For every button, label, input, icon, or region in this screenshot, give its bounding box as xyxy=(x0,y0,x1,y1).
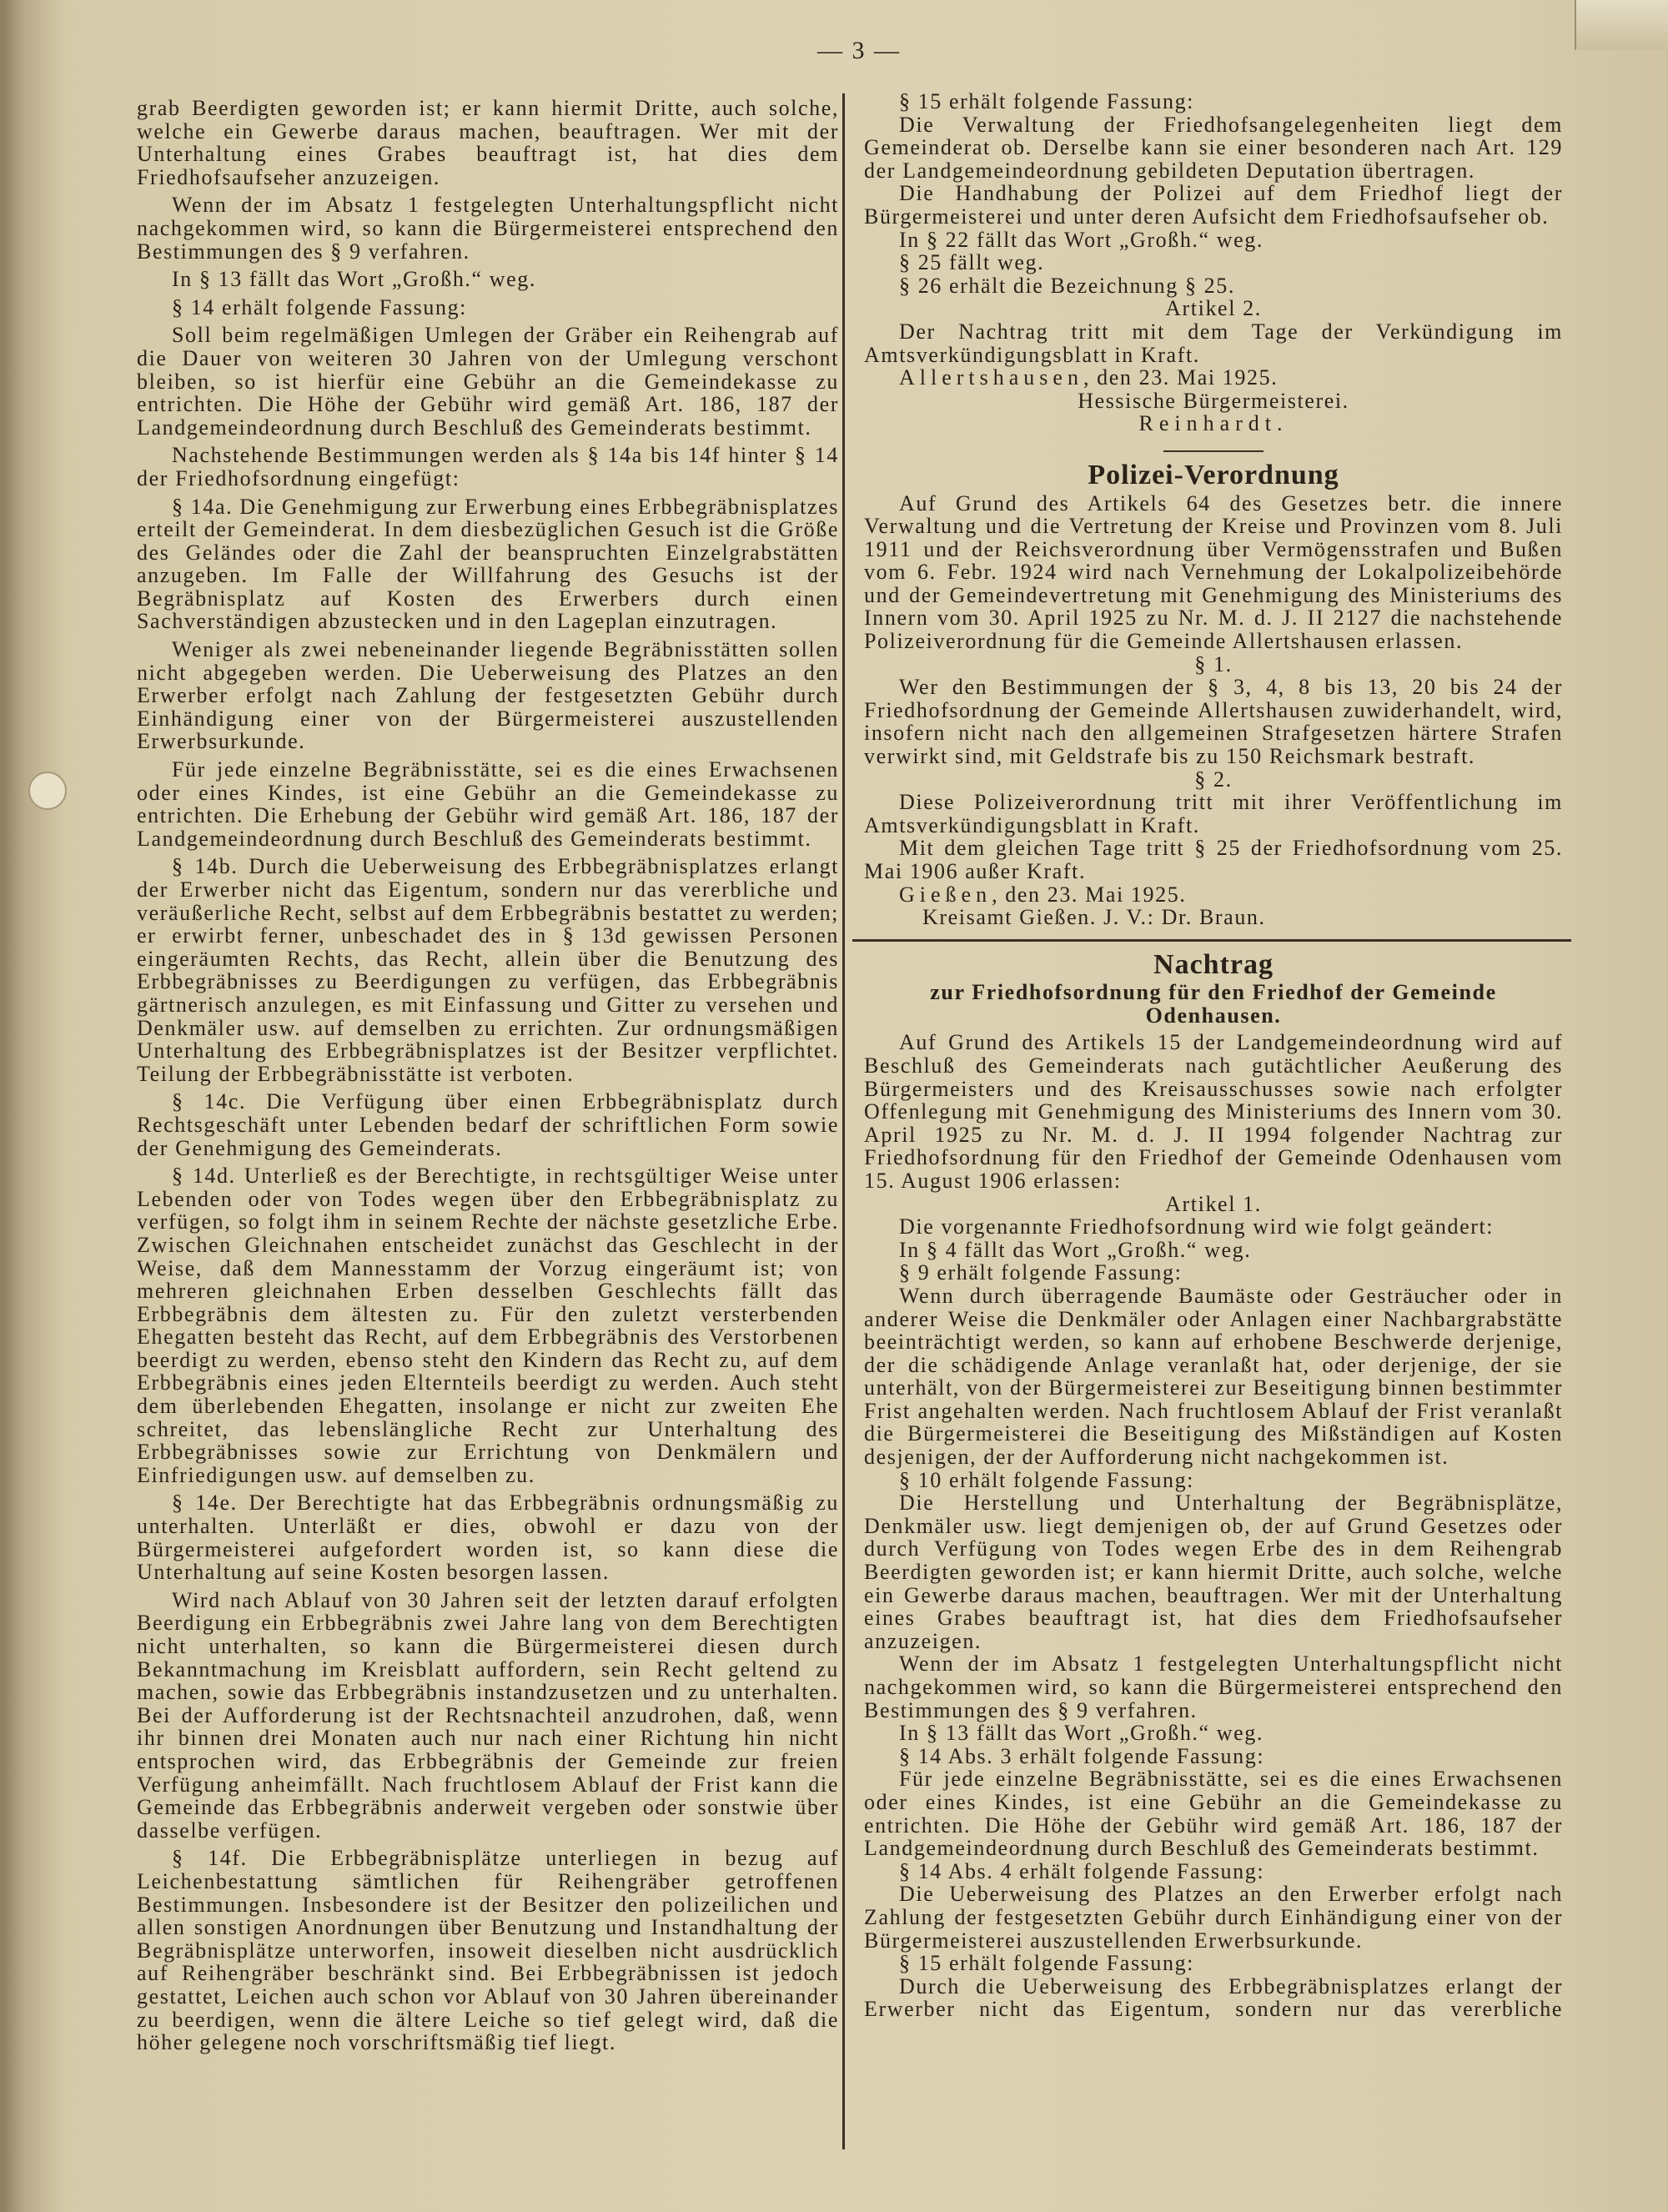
section-divider xyxy=(852,939,1571,942)
paragraph: In § 22 fällt das Wort „Großh.“ weg. xyxy=(899,227,1264,252)
paragraph: grab Beerdigten geworden ist; er kann hiermit Dritte, auch solche, welche ein Gewerbe daraus machen, beauftragen. Wer mit der Unterhaltung eines Grabes beauftragt ist, hat dies dem Friedhofsaufseher anzuzeigen. xyxy=(137,96,839,189)
paragraph: § 14c. Die Verfügung über einen Erbbegräbnisplatz durch Rechtsgeschäft unter Lebenden bedarf der schriftlichen Form sowie der Genehmigung des Gemeinderats. xyxy=(137,1089,839,1160)
paragraph: Die Handhabung der Polizei auf dem Friedhof liegt der Bürgermeisterei und unter deren Aufsicht dem Friedhofsaufseher ob. xyxy=(864,181,1563,229)
section-heading: Polizei-Verordnung xyxy=(1088,459,1339,490)
dateline xyxy=(864,883,1563,907)
paragraph: Wenn der im Absatz 1 festgelegten Unterhaltungspflicht nicht nachgekommen wird, so kann die Bürgermeisterei entsprechend den Bestimmungen des § 9 verfahren. xyxy=(137,193,839,264)
right-column xyxy=(864,90,1563,2021)
paragraph: Wer den Bestimmungen der § 3, 4, 8 bis 13, 20 bis 24 der Friedhofsordnung der Gemeinde Allertshausen zuwiderhandelt, wird, insofern nicht nach den allgemeinen Strafgesetzen härtere Strafen verwirkt sind, mit Geldstrafe bis zu 150 Reichsmark bestraft. xyxy=(864,675,1563,769)
date: , den 23. Mai 1925. xyxy=(1083,365,1279,390)
paragraph: § 14 Abs. 4 erhält folgende Fassung: xyxy=(899,1858,1265,1883)
dateline xyxy=(864,366,1563,390)
paragraph: § 25 fällt weg. xyxy=(899,250,1045,275)
paragraph: Wird nach Ablauf von 30 Jahren seit der letzten darauf erfolgten Beerdigung ein Erbbegräbnis zwei Jahre lang von dem Berechtigten nicht unterhalten, so kann die Bürgermeisterei diesen durch Bekanntmachung im Kreisblatt auffordern, sein Recht geltend zu machen, sowie das Erbbegräbnis instandzusetzen und zu unterhalten. Bei der Aufforderung ist der Rechtsnachteil anzudrohen, daß, wenn ihr binnen drei Monaten auch nur nach einer Richtung hin nicht entsprochen wird, das Erbbegräbnis der Gemeinde zur freien Verfügung anheimfällt. Nach fruchtlosem Ablauf der Frist kann die Gemeinde das Erbbegräbnis anderweit vergeben oder sonstwie über dasselbe verfügen. xyxy=(137,1587,839,1842)
paragraph: Für jede einzelne Begräbnisstätte, sei es die eines Erwachsenen oder eines Kindes, ist eine Gebühr an die Gemeindekasse zu entrichten. Die Erhebung der Gebühr wird gemäß Art. 186, 187 der Landgemeindeordnung durch Beschluß des Gemeinderats bestimmt. xyxy=(137,757,839,851)
centered-line: § 2. xyxy=(1194,767,1233,792)
paragraph: § 14 erhält folgende Fassung: xyxy=(172,294,468,319)
date: , den 23. Mai 1925. xyxy=(992,882,1187,907)
centered-line: § 1. xyxy=(1194,651,1233,676)
centered-line: Hessische Bürgermeisterei. xyxy=(1078,388,1349,413)
place-name: Allertshausen xyxy=(899,365,1083,390)
paragraph: § 14f. Die Erbbegräbnisplätze unterliegen in bezug auf Leichenbestattung sämtlichen für Reihengräber getroffenen Bestimmungen. Insbesondere ist der Besitzer den polizeilichen und allen sonstigen Anordnungen über Benutzung und Instandhaltung der Begräbnisplätze unterworfen, insoweit dieselben nicht ausdrücklich auf Reihengräber beschränkt sind. Bei Erbbegräbnissen ist jedoch gestattet, Leichen auch schon vor Ablauf von 30 Jahren übereinander zu beerdigen, wenn die ältere Leiche so tief gelegt wird, daß die höher gelegene noch vorschriftsmäßig tief liegt. xyxy=(137,1846,839,2055)
paragraph: In § 13 fällt das Wort „Großh.“ weg. xyxy=(899,1721,1264,1746)
paragraph: Nachstehende Bestimmungen werden als § 14a bis 14f hinter § 14 der Friedhofsordnung eingefügt: xyxy=(137,443,839,490)
column-divider xyxy=(842,93,845,2149)
paragraph: Wenn der im Absatz 1 festgelegten Unterhaltungspflicht nicht nachgekommen wird, so kann die Bürgermeisterei entsprechend den Bestimmungen des § 9 verfahren. xyxy=(864,1651,1563,1722)
paragraph: In § 13 fällt das Wort „Großh.“ weg. xyxy=(172,267,536,292)
section-subheading: zur Friedhofsordnung für den Friedhof der Gemeinde Odenhausen. xyxy=(930,980,1497,1028)
paragraph: Mit dem gleichen Tage tritt § 25 der Friedhofsordnung vom 25. Mai 1906 außer Kraft. xyxy=(864,836,1563,883)
paragraph: § 9 erhält folgende Fassung: xyxy=(899,1260,1183,1285)
paragraph: Soll beim regelmäßigen Umlegen der Gräber ein Reihengrab auf die Dauer von weiteren 30 Jahren von der Umlegung verschont bleiben, so ist hierfür eine Gebühr an die Gemeindekasse zu entrichten. Die Höhe der Gebühr wird gemäß Art. 186, 187 der Landgemeindeordnung durch Beschluß des Gemeinderats bestimmt. xyxy=(137,323,839,440)
left-column xyxy=(137,97,839,2054)
paragraph: Weniger als zwei nebeneinander liegende Begräbnisstätten sollen nicht abgegeben werden. Die Ueberweisung des Platzes an den Erwerber erfolgt nach Zahlung der festgesetzten Gebühr durch Einhändigung einer von der Bürgermeisterei auszustellenden Erwerbsurkunde. xyxy=(137,637,839,754)
paragraph: Die Herstellung und Unterhaltung der Begräbnisplätze, Denkmäler usw. liegt demjenigen ob, der auf Grund Gesetzes oder durch Verfügung von Todes wegen Erbe des in dem Reihengrab Beerdigten geworden ist; er kann hiermit Dritte, auch solche, welche ein Gewerbe daraus machen, beauftragen. Wer mit der Unterhaltung eines Grabes beauftragt ist, hat dies dem Friedhofsaufseher anzuzeigen. xyxy=(864,1491,1563,1653)
paragraph: § 14 Abs. 3 erhält folgende Fassung: xyxy=(899,1743,1265,1768)
punch-hole xyxy=(28,772,67,810)
paragraph: Auf Grund des Artikels 15 der Landgemeindeordnung wird auf Beschluß des Gemeinderats nach gutächtlicher Aeußerung des Bürgermeisters und des Kreisausschusses sowie nach erfolgter Offenlegung mit Genehmigung des Ministeriums des Innern vom 30. April 1925 zu Nr. M. d. J. II 1994 folgender Nachtrag zur Friedhofsordnung für den Friedhof der Gemeinde Odenhausen vom 15. August 1906 erlassen: xyxy=(864,1030,1563,1193)
place-name: Gießen xyxy=(899,882,992,907)
paragraph: Die Verwaltung der Friedhofsangelegenheiten liegt dem Gemeinderat ob. Derselbe kann sie einer besonderen nach Art. 129 der Landgemeindeordnung gebildeten Deputation übertragen. xyxy=(864,112,1563,183)
paragraph: Auf Grund des Artikels 64 des Gesetzes betr. die innere Verwaltung und die Vertretung der Kreise und Provinzen vom 8. Juli 1911 und der Reichsverordnung über Vermögensstrafen und Bußen vom 6. Febr. 1924 wird nach Vernehmung der Lokalpolizeibehörde und der Gemeindevertretung mit Genehmigung des Ministeriums des Innern vom 30. April 1925 zu Nr. M. d. J. II 2127 die nachstehende Polizeiverordnung für die Gemeinde Allertshausen erlassen. xyxy=(864,490,1563,654)
centered-line: Artikel 1. xyxy=(1165,1191,1262,1216)
section-heading: Nachtrag xyxy=(1153,948,1274,980)
paragraph: § 10 erhält folgende Fassung: xyxy=(899,1467,1195,1492)
centered-line: Artikel 2. xyxy=(1165,296,1262,321)
signature: Kreisamt Gießen. J. V.: Dr. Braun. xyxy=(922,905,1266,930)
paragraph: Der Nachtrag tritt mit dem Tage der Verkündigung im Amtsverkündigungsblatt in Kraft. xyxy=(864,319,1563,367)
paragraph: Durch die Ueberweisung des Erbbegräbnisplatzes erlangt der Erwerber nicht das Eigentum, sondern nur das vererbliche xyxy=(864,1973,1563,2022)
signature: Reinhardt. xyxy=(1138,411,1289,436)
paragraph: Diese Polizeiverordnung tritt mit ihrer Veröffentlichung im Amtsverkündigungsblatt in Kraft. xyxy=(864,790,1563,837)
paragraph: Die Ueberweisung des Platzes an den Erwerber erfolgt nach Zahlung der festgesetzten Gebühr durch Einhändigung einer von der Bürgermeisterei auszustellenden Erwerbsurkunde. xyxy=(864,1882,1563,1953)
paragraph: Für jede einzelne Begräbnisstätte, sei es die eines Erwachsenen oder eines Kindes, ist eine Gebühr an die Gemeindekasse zu entrichten. Die Höhe der Gebühr wird gemäß Art. 186, 187 der Landgemeindeordnung durch Beschluß des Gemeinderats bestimmt. xyxy=(864,1767,1563,1861)
paragraph: § 26 erhält die Bezeichnung § 25. xyxy=(899,273,1235,298)
paragraph: Die vorgenannte Friedhofsordnung wird wie folgt geändert: xyxy=(899,1214,1495,1239)
paragraph: § 15 erhält folgende Fassung: xyxy=(899,89,1195,113)
paragraph: § 14e. Der Berechtigte hat das Erbbegräbnis ordnungsmäßig zu unterhalten. Unterläßt er dies, obwohl er dazu von der Bürgermeisterei aufgefordert worden ist, so kann diese die Unterhaltung auf seine Kosten besorgen lassen. xyxy=(137,1491,839,1585)
paragraph: § 14d. Unterließ es der Berechtigte, in rechtsgültiger Weise unter Lebenden oder von Todes wegen über den Erbbegräbnisplatz zu verfügen, so folgt ihm in seinem Rechte der nächste gesetzliche Erbe. Zwischen Gleichnahen entscheidet zunächst das Geschlecht in der Weise, daß dem Mannesstamm der Vorzug eingeräumt ist; von mehreren gleichnahen Erben desselben Geschlechts fällt das Erbbegräbnis dem ältesten zu. Für den zuletzt versterbenden Ehegatten besteht das Recht, auf dem Erbbegräbnis des Verstorbenen beerdigt zu werden, ebenso steht den Kindern das Recht zu, auf dem Erbbegräbnis eines jeden Elternteils beerdigt zu werden. Auch steht dem überlebenden Ehegatten, insolange er nicht zur zweiten Ehe schreitet, das lebenslängliche Recht zur Unterhaltung des Erbbegräbnisses sowie zur Errichtung von Denkmälern und Einfriedigungen usw. auf demselben zu. xyxy=(137,1164,839,1487)
paragraph: § 15 erhält folgende Fassung: xyxy=(899,1951,1195,1976)
page-number: — 3 — xyxy=(817,37,901,64)
paragraph: In § 4 fällt das Wort „Großh.“ weg. xyxy=(899,1237,1252,1262)
section-divider xyxy=(1163,450,1264,452)
paragraph: § 14a. Die Genehmigung zur Erwerbung eines Erbbegräbnisplatzes erteilt der Gemeinderat. In dem diesbezüglichen Gesuch ist die Größe des Geländes oder die Zahl der beanspruchten Einzelgrabstätten anzugeben. Im Falle der Willfahrung des Gesuchs ist der Begräbnisplatz auf Kosten des Erwerbers durch einen Sachverständigen abzustecken und in den Lageplan einzutragen. xyxy=(137,494,839,634)
paragraph: Wenn durch überragende Baumäste oder Gesträucher oder in anderer Weise die Denkmäler oder Anlagen einer Nachbargrabstätte beeinträchtigt werden, so kann auf erhobene Beschwerde derjenige, der die schädigende Anlage veranlaßt hat, oder derjenige, der sie unterhält, von der Bürgermeisterei zur Beseitigung binnen bestimmter Frist angehalten werden. Nach fruchtlosem Ablauf der Frist veranlaßt die Bürgermeisterei die Beseitigung des Mißständigen auf Kosten desjenigen, der der Aufforderung nicht nachgekommen ist. xyxy=(864,1283,1563,1470)
paragraph: § 14b. Durch die Ueberweisung des Erbbegräbnisplatzes erlangt der Erwerber nicht das Eigentum, sondern nur das vererbliche und veräußerliche Recht, selbst auf dem Erbbegräbnis bestattet zu werden; er erwirbt ferner, unbeschadet des in § 13d gewissen Personen eingeräumten Rechts, das Recht, allein über die Benutzung des Erbbegräbnisses zu Beerdigungen zu verfügen, das Erbbegräbnis gärtnerisch anzulegen, es mit Einfassung und Gitter zu versehen und Denkmäler usw. auf demselben zu errichten. Zur ordnungsmäßigen Unterhaltung des Erbbegräbnisplatzes ist der Besitzer verpflichtet. Teilung der Erbbegräbnisstätte ist verboten. xyxy=(137,854,839,1086)
